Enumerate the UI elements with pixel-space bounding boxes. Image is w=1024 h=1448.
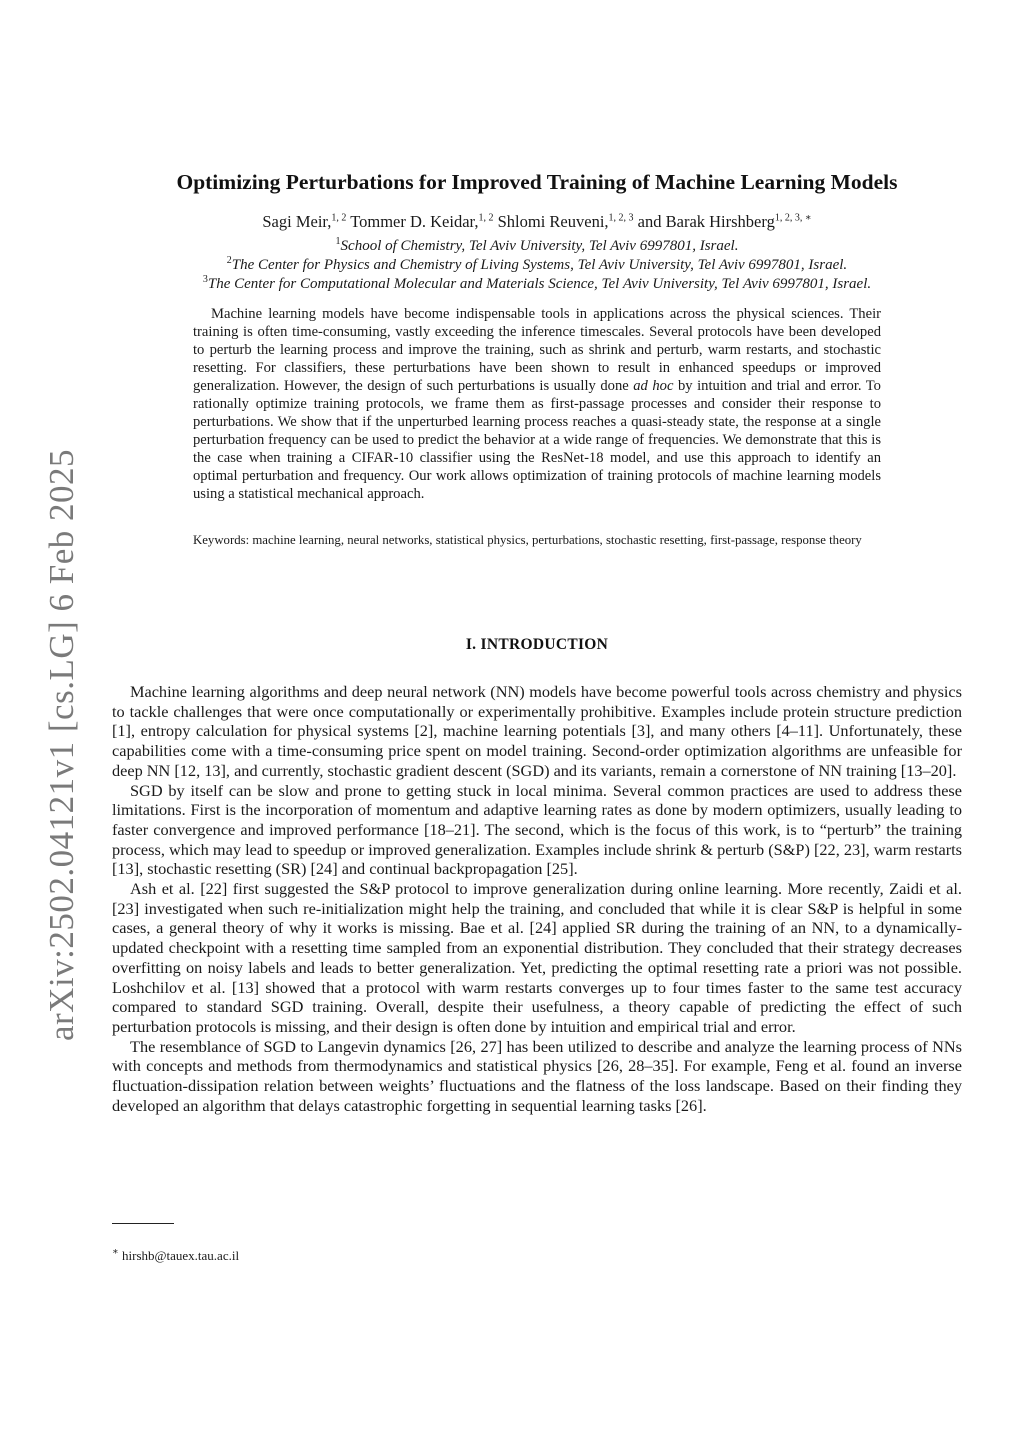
author-name: Tommer D. Keidar, bbox=[350, 212, 479, 231]
section-heading-introduction: I. INTRODUCTION bbox=[465, 636, 609, 653]
abstract: Machine learning models have become indispensable tools in applications across the physical sciences. Their training is often time-consuming, vastly exceeding the inference timescales. Several protocols have been developed to perturb the learning process and improve the training, such as shrink and perturb, warm restarts, and stochastic resetting. For classifiers, these perturbations have been shown to result in enhanced speedups or improved generalization. However, the design of such perturbations is usually done ad hoc by intuition and trial and error. To rationally optimize training protocols, we frame them as first-passage processes and consider their response to perturbations. We show that if the unperturbed learning process reaches a quasi-steady state, the response at a single perturbation frequency can be used to predict the behavior at a wide range of frequencies. We demonstrate that this is the case when training a CIFAR-10 classifier using the ResNet-18 model, and use this approach to identify an optimal perturbation and frequency. Our work allows optimization of training protocols of machine learning models using a statistical mechanical approach. bbox=[193, 306, 881, 502]
author-name: Sagi Meir, bbox=[262, 212, 332, 231]
introduction-body bbox=[112, 682, 962, 1115]
author-affiliation-mark: 1, 2 bbox=[478, 212, 494, 224]
author-name: and Barak Hirshberg bbox=[637, 212, 775, 231]
affiliation-1: $^1$School of Chemistry, Tel Aviv University, Tel Aviv 6997801, Israel. bbox=[335, 236, 739, 254]
author-affiliation-mark: 1, 2, 3 bbox=[608, 212, 634, 224]
author-affiliation-mark: 1, 2, 3, ∗ bbox=[774, 212, 812, 224]
affiliation-3: $^3$The Center for Computational Molecular and Materials Science, Tel Aviv University, Tel Aviv 6997801, Israel. bbox=[202, 274, 872, 292]
paper-title: Optimizing Perturbations for Improved Training of Machine Learning Models bbox=[176, 170, 898, 194]
footnote-divider bbox=[112, 1223, 174, 1224]
body-paragraph: Ash et al. [22] first suggested the S&P protocol to improve generalization during online learning. More recently, Zaidi et al. [23] investigated when such re-initialization might help the training, and concluded that while it is clear S&P is helpful in some cases, a general theory of why it works is missing. Bae et al. [24] applied SR during the training of an NN, to a dynamically-updated checkpoint with a resetting time sampled from an exponential distribution. They concluded that their strategy decreases overfitting on noisy labels and leads to better generalization. Yet, predicting the optimal resetting rate a priori was not possible. Loshchilov et al. [13] showed that a protocol with warm restarts converges up to four times faster to the same test accuracy compared to standard SGD training. Overall, despite their usefulness, a theory capable of predicting the effect of such perturbation protocols is missing, and their design is often done by intuition and empirical trial and error. bbox=[112, 879, 962, 1036]
body-paragraph: Machine learning algorithms and deep neural network (NN) models have become powerful tools across chemistry and physics to tackle challenges that were once computationally or experimentally prohibitive. Examples include protein structure prediction [1], entropy calculation for physical systems [2], machine learning potentials [3], and many others [4–11]. Unfortunately, these capabilities come with a time-consuming price spent on model training. Second-order optimization algorithms are unfeasible for deep NN [12, 13], and currently, stochastic gradient descent (SGD) and its variants, remain a cornerstone of NN training [13–20]. bbox=[112, 682, 962, 780]
keywords: Keywords: machine learning, neural networks, statistical physics, perturbations, stochastic resetting, first-passage, response theory bbox=[193, 533, 862, 547]
body-paragraph: SGD by itself can be slow and prone to getting stuck in local minima. Several common practices are used to address these limitations. First is the incorporation of momentum and adaptive learning rates as done by modern optimizers, usually leading to faster convergence and improved performance [18–21]. The second, which is the focus of this work, is to “perturb” the training process, which may lead to speedup or improved generalization. Examples include shrink & perturb (S&P) [22, 23], warm restarts [13], stochastic resetting (SR) [24] and continual backpropagation [25]. bbox=[112, 780, 962, 879]
abstract-italic-term: ad hoc bbox=[633, 378, 674, 394]
body-paragraph: The resemblance of SGD to Langevin dynamics [26, 27] has been utilized to describe and analyze the learning process of NNs with concepts and methods from thermodynamics and statistical physics [26, 28–35]. For example, Feng et al. found an inverse fluctuation-dissipation relation between weights’ fluctuations and the flatness of the loss landscape. Based on their finding they developed an algorithm that delays catastrophic forgetting in sequential learning tasks [26]. bbox=[112, 1036, 962, 1115]
arxiv-identifier-stamp: arXiv:2502.04121v1 [cs.LG] 6 Feb 2025 bbox=[42, 448, 81, 1042]
author-list bbox=[0, 212, 1024, 232]
author-affiliation-mark: 1, 2 bbox=[331, 212, 347, 224]
affiliation-2: $^2$The Center for Physics and Chemistry of Living Systems, Tel Aviv University, Tel Aviv 6997801, Israel. bbox=[226, 255, 848, 273]
author-name: Shlomi Reuveni, bbox=[497, 212, 609, 231]
footnote-email: ∗ hirshb@tauex.tau.ac.il bbox=[112, 1246, 240, 1263]
